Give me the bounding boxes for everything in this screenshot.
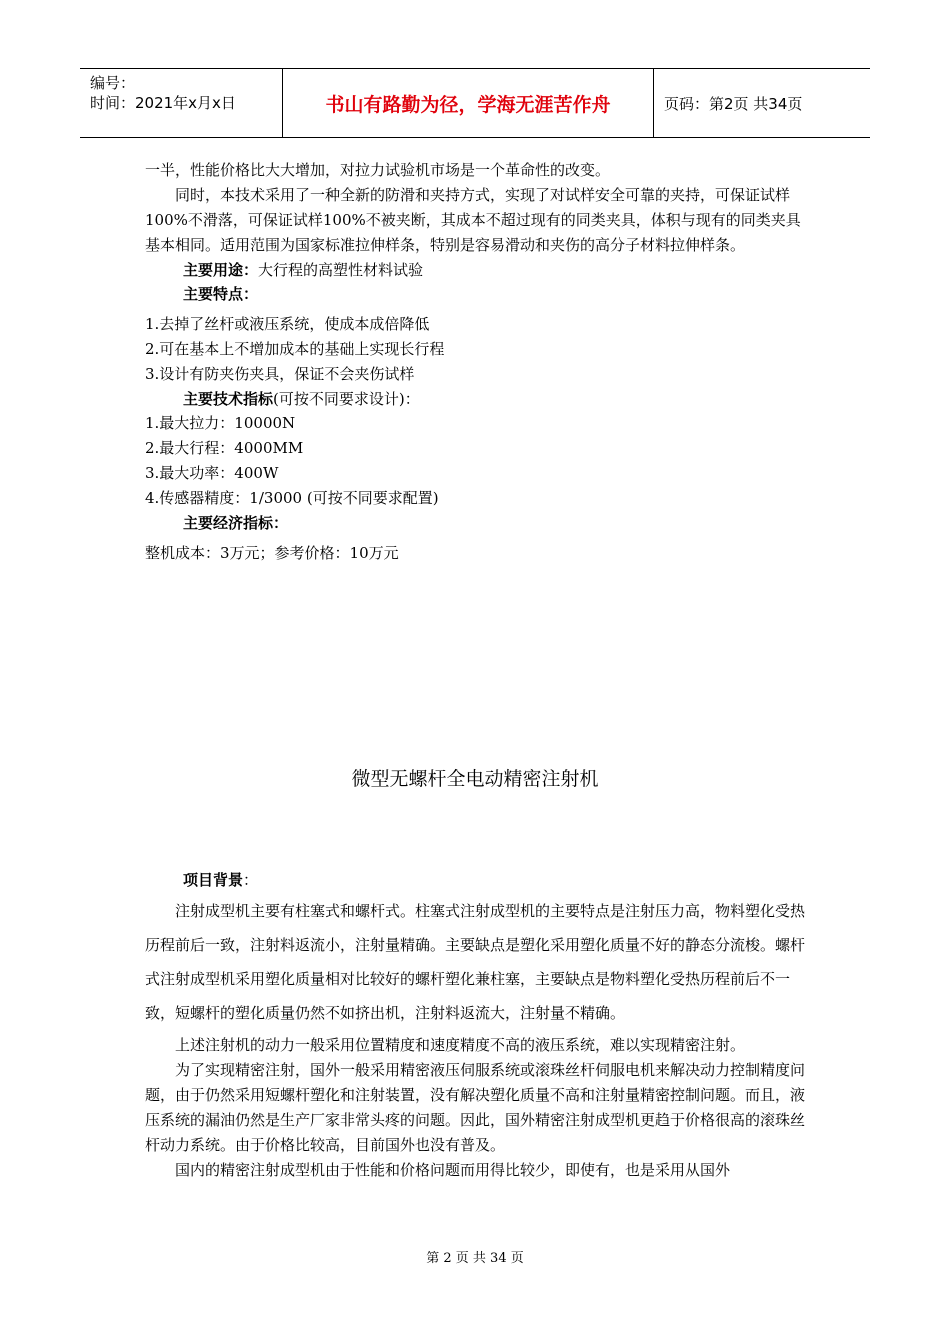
background-label: 项目背景 (183, 871, 244, 889)
list-item: 3.最大功率：400W (145, 464, 279, 482)
section2-body (145, 866, 805, 1183)
header-time: 时间：2021年x月x日 (90, 94, 236, 112)
header-meta (80, 69, 282, 137)
paragraph: 注射成型机主要有柱塞式和螺杆式。柱塞式注射成型机的主要特点是注射压力高，物料塑化受热历程前后一致，注射料返流小，注射量精确。主要缺点是塑化采用塑化质量不好的静态分流梭。螺杆式注射成型机采用塑化质量相对比较好的螺杆塑化兼柱塞，主要缺点是物料塑化受热历程前后不一致，短螺杆的塑化质量仍然不如挤出机，注射料返流大，注射量不精确。 (145, 902, 806, 1022)
paragraph: 同时，本技术采用了一种全新的防滑和夹持方式，实现了对试样安全可靠的夹持，可保证试样100%不滑落，可保证试样100%不被夹断，其成本不超过现有的同类夹具，体积与现有的同类夹具基本相同。适用范围为国家标准拉伸样条，特别是容易滑动和夹伤的高分子材料拉伸样条。 (145, 186, 801, 254)
specs-line (145, 387, 805, 411)
paragraph: 一半，性能价格比大大增加，对拉力试验机市场是一个革命性的改变。 (145, 161, 611, 179)
list-item: 1.去掉了丝杆或液压系统，使成本成倍降低 (145, 315, 430, 333)
main-use-label: 主要用途： (183, 261, 259, 279)
header-page-number: 页码：第2页 共34页 (664, 94, 803, 113)
paragraph: 国内的精密注射成型机由于性能和价格问题而用得比较少，即使有，也是采用从国外 (175, 1161, 731, 1179)
main-use-text: 大行程的高塑性材料试验 (258, 261, 424, 279)
background-colon: ： (243, 871, 259, 889)
spec-list (145, 411, 805, 511)
main-use-line (145, 258, 805, 282)
feature-list (145, 312, 805, 387)
paragraph: 为了实现精密注射，国外一般采用精密液压伺服系统或滚珠丝杆伺服电机来解决动力控制精度问题，由于仍然采用短螺杆塑化和注射装置，没有解决塑化质量不高和注射量精密控制问题。而且，液压系统的漏油仍然是生产厂家非常头疼的问题。因此，国外精密注射成型机更趋于价格很高的滚珠丝杆动力系统。由于价格比较高，目前国外也没有普及。 (145, 1061, 806, 1154)
list-item: 4.传感器精度：1/3000 (可按不同要求配置) (145, 489, 439, 507)
background-heading (145, 866, 805, 894)
economic-label: 主要经济指标： (183, 514, 289, 532)
specs-note: (可按不同要求设计)： (273, 390, 420, 408)
list-item: 1.最大拉力：10000N (145, 414, 296, 432)
list-item: 2.最大行程：4000MM (145, 439, 304, 457)
economic-text: 整机成本：3万元；参考价格：10万元 (145, 544, 399, 562)
page-header (80, 68, 870, 138)
header-number: 编号： (90, 74, 136, 92)
page-footer: 第 2 页 共 34 页 (426, 1251, 524, 1266)
section-title: 微型无螺杆全电动精密注射机 (351, 768, 599, 790)
list-item: 2.可在基本上不增加成本的基础上实现长行程 (145, 340, 445, 358)
header-motto: 书山有路勤为径，学海无涯苦作舟 (282, 69, 654, 137)
section1-body (145, 158, 805, 566)
features-label: 主要特点： (183, 285, 259, 303)
list-item: 3.设计有防夹伤夹具，保证不会夹伤试样 (145, 365, 415, 383)
specs-label: 主要技术指标 (183, 390, 274, 408)
paragraph: 上述注射机的动力一般采用位置精度和速度精度不高的液压系统，难以实现精密注射。 (175, 1036, 746, 1054)
